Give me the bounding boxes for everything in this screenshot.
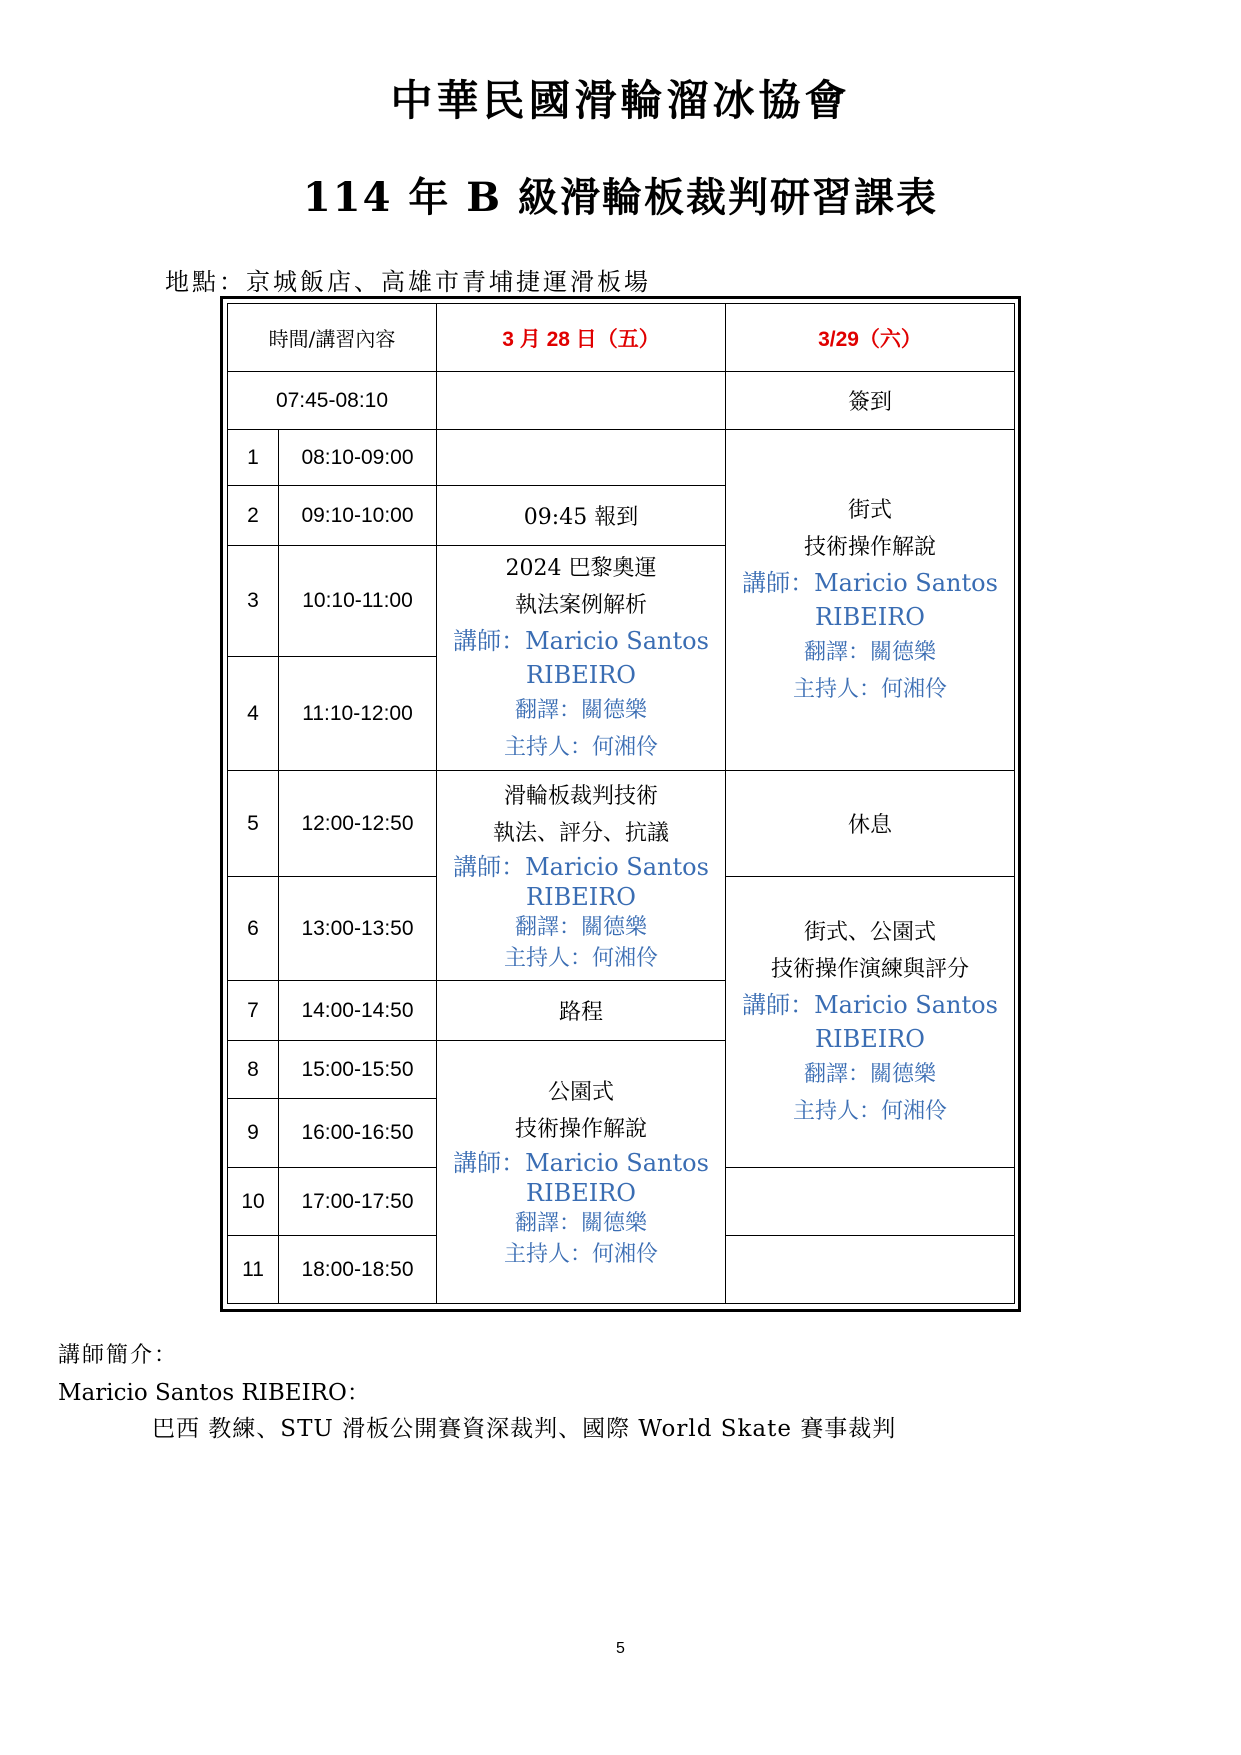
row-time: 13:00-13:50 [279,877,437,981]
row-number: 11 [228,1236,279,1304]
day1-session-park [437,1041,726,1304]
session-title: 公園式 [547,1080,614,1105]
row-number: 6 [228,877,279,981]
day2-slot-empty [726,1168,1015,1236]
table-header-row [228,304,1015,372]
header-day1: 3 月 28 日（五） [437,304,726,372]
translator-name: 翻譯：關德樂 [803,640,936,665]
session-title: 街式、公園式 [803,920,936,945]
row-time: 12:00-12:50 [279,771,437,877]
row-number: 8 [228,1041,279,1099]
checkin-day1 [437,372,726,430]
row-time: 17:00-17:50 [279,1168,437,1236]
row-time: 10:10-11:00 [279,546,437,657]
schedule-title: 114 年 B 級滑輪板裁判研習課表 [302,174,939,221]
table-row [228,430,1015,486]
session-subtitle: 執法、評分、抗議 [492,820,669,846]
lecturer-name: 講師：Maricio Santos [742,569,998,597]
header-time-content: 時間/講習內容 [228,304,437,372]
row-number: 5 [228,771,279,877]
lecturer-name-cont: RIBEIRO [815,603,925,631]
row-time: 18:00-18:50 [279,1236,437,1304]
row-time: 14:00-14:50 [279,981,437,1041]
translator-name: 翻譯：關德樂 [514,1211,647,1236]
row-time: 16:00-16:50 [279,1099,437,1168]
lecturer-name: 講師：Maricio Santos [453,852,709,881]
session-subtitle: 技術操作解說 [514,1117,647,1142]
table-row [228,771,1015,877]
table-row [228,372,1015,430]
org-title: 中華民國滑輪溜冰協會 [390,76,851,125]
row-time: 08:10-09:00 [279,430,437,486]
session-title: 2024 巴黎奧運 [505,556,657,581]
host-name: 主持人：何湘伶 [792,677,947,702]
session-title: 街式 [847,498,892,523]
row-number: 10 [228,1168,279,1236]
row-time: 09:10-10:00 [279,486,437,546]
day1-report: 09:45 報到 [437,486,726,546]
day1-session-judging [437,771,726,981]
schedule-table [227,303,1015,1304]
translator-name: 翻譯：關德樂 [803,1062,936,1087]
lecturer-name-cont: RIBEIRO [815,1025,925,1053]
session-subtitle: 執法案例解析 [514,593,647,618]
row-number: 9 [228,1099,279,1168]
session-subtitle: 技術操作演練與評分 [770,957,969,982]
day2-slot-empty [726,1236,1015,1304]
day2-session-practice [726,877,1015,1168]
lecturer-name: 講師：Maricio Santos [453,1149,709,1177]
row-number: 3 [228,546,279,657]
bio-description: 巴西 教練、STU 滑板公開賽資深裁判、國際 World Skate 賽事裁判 [152,1416,897,1442]
row-number: 7 [228,981,279,1041]
checkin-time: 07:45-08:10 [228,372,437,430]
session-subtitle: 技術操作解說 [803,535,936,560]
day1-travel: 路程 [437,981,726,1041]
lecturer-name: 講師：Maricio Santos [453,627,709,655]
day2-session-street [726,430,1015,771]
day2-rest: 休息 [726,771,1015,877]
host-name: 主持人：何湘伶 [792,1099,947,1124]
lecturer-name-cont: RIBEIRO [526,882,636,911]
row-time: 15:00-15:50 [279,1041,437,1099]
row-time: 11:10-12:00 [279,657,437,771]
bio-name: Maricio Santos RIBEIRO： [58,1380,370,1406]
lecturer-name: 講師：Maricio Santos [742,991,998,1019]
lecturer-name-cont: RIBEIRO [526,661,636,689]
page-number: 5 [616,1640,625,1657]
host-name: 主持人：何湘伶 [503,1242,658,1267]
location-text: 地點：京城飯店、高雄市青埔捷運滑板場 [165,268,651,296]
host-name: 主持人：何湘伶 [503,945,658,971]
day1-slot-empty [437,430,726,486]
translator-name: 翻譯：關德樂 [514,914,647,940]
header-day2: 3/29（六） [726,304,1015,372]
row-number: 1 [228,430,279,486]
session-title: 滑輪板裁判技術 [503,783,658,809]
lecturer-name-cont: RIBEIRO [526,1179,636,1207]
translator-name: 翻譯：關德樂 [514,698,647,723]
checkin-day2: 簽到 [726,372,1015,430]
bio-heading: 講師簡介： [58,1343,179,1368]
row-number: 4 [228,657,279,771]
row-number: 2 [228,486,279,546]
day1-session-olympics [437,546,726,771]
host-name: 主持人：何湘伶 [503,735,658,760]
